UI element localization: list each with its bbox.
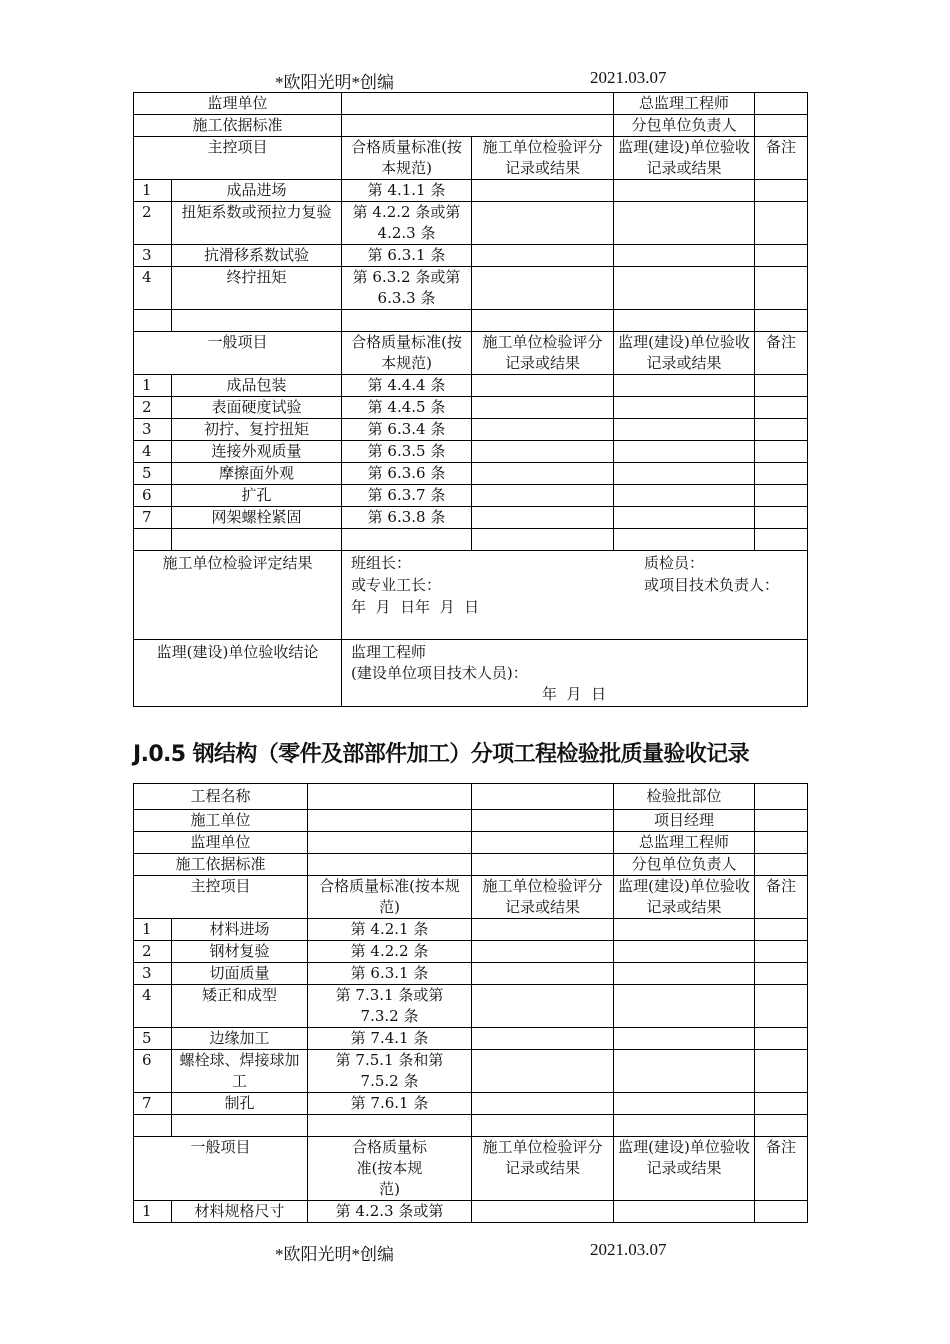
table-row [134,963,808,985]
table-row [134,180,808,202]
table-row [134,375,808,397]
remarks-cell[interactable] [755,919,808,941]
col-supervision-record: 监理(建设)单位验收记录或结果 [614,332,755,375]
item-no: 3 [134,245,172,267]
item-standard: 第 6.3.1 条 [308,963,472,985]
item-no: 7 [134,507,172,529]
table-row [134,507,808,529]
row-basis [134,115,808,137]
construction-cell[interactable] [472,485,614,507]
item-standard: 第 7.4.1 条 [308,1028,472,1050]
item-name: 成品进场 [172,180,342,202]
remarks-cell[interactable] [755,375,808,397]
component-inspection-table [133,783,808,1223]
remarks-cell[interactable] [755,463,808,485]
col-construction-record: 施工单位检验评分记录或结果 [472,876,614,919]
value-sub-leader[interactable] [755,115,808,137]
label-project-manager: 项目经理 [614,810,755,832]
item-no: 6 [134,485,172,507]
item-no: 7 [134,1093,172,1115]
value-construction-unit-extra[interactable] [472,810,614,832]
item-name: 连接外观质量 [172,441,342,463]
item-no: 1 [134,919,172,941]
table-row [134,463,808,485]
item-name: 初拧、复拧扭矩 [172,419,342,441]
col-construction-record: 施工单位检验评分记录或结果 [472,137,614,180]
table-row [134,1201,808,1223]
construction-cell[interactable] [472,963,614,985]
item-no: 2 [134,941,172,963]
supervision-cell[interactable] [614,375,755,397]
value-construction-unit[interactable] [308,810,472,832]
item-name: 表面硬度试验 [172,397,342,419]
table-row [134,941,808,963]
item-name: 钢材复验 [172,941,308,963]
item-name: 摩擦面外观 [172,463,342,485]
remarks-cell[interactable] [755,485,808,507]
construction-cell[interactable] [472,419,614,441]
item-standard: 第 7.5.1 条和第 7.5.2 条 [308,1050,472,1093]
construction-cell[interactable] [472,463,614,485]
supervision-cell[interactable] [614,419,755,441]
remarks-cell[interactable] [755,963,808,985]
value-supervisor-unit[interactable] [308,832,472,854]
construction-cell[interactable] [472,202,614,245]
value-basis[interactable] [308,854,472,876]
general-section-title: 一般项目 [134,332,342,375]
col-remarks: 备注 [755,137,808,180]
col-quality-standard: 合格质量标准(按本规范) [342,332,472,375]
remarks-cell[interactable] [755,985,808,1028]
item-standard: 第 6.3.4 条 [342,419,472,441]
table-row-empty [134,529,808,551]
remarks-cell[interactable] [755,202,808,245]
label-project-name: 工程名称 [134,784,308,810]
supervision-cell[interactable] [614,463,755,485]
value-supervisor-unit[interactable] [342,93,614,115]
item-standard: 第 4.2.2 条 [308,941,472,963]
value-basis[interactable] [342,115,614,137]
supervision-cell[interactable] [614,1201,755,1223]
construction-cell[interactable] [472,267,614,310]
item-standard: 第 4.4.5 条 [342,397,472,419]
supervision-conclusion-label: 监理(建设)单位验收结论 [134,640,342,707]
item-standard: 第 6.3.1 条 [342,245,472,267]
general-section-header [134,1137,808,1201]
table-row [134,919,808,941]
item-no: 1 [134,1201,172,1223]
item-no: 6 [134,1050,172,1093]
footer-author: *欧阳光明*创编 [275,1245,394,1264]
general-section-title: 一般项目 [134,1137,308,1201]
construction-cell[interactable] [472,180,614,202]
table-row [134,267,808,310]
table-row [134,441,808,463]
col-quality-standard: 合格质量标准(按本规范) [308,876,472,919]
label-basis: 施工依据标准 [134,115,342,137]
remarks-cell[interactable] [755,1093,808,1115]
supervision-cell[interactable] [614,919,755,941]
supervision-cell[interactable] [614,397,755,419]
item-name: 终拧扭矩 [172,267,342,310]
remarks-cell[interactable] [755,419,808,441]
item-no: 4 [134,985,172,1028]
table-row [134,419,808,441]
label-sub-leader: 分包单位负责人 [614,854,755,876]
supervision-cell[interactable] [614,245,755,267]
main-section-header [134,137,808,180]
item-standard: 第 4.4.4 条 [342,375,472,397]
label-construction-unit: 施工单位 [134,810,308,832]
item-name: 网架螺栓紧固 [172,507,342,529]
item-no: 2 [134,202,172,245]
remarks-cell[interactable] [755,941,808,963]
item-standard: 第 6.3.7 条 [342,485,472,507]
table-row [134,202,808,245]
header-date: 2021.03.07 [590,68,667,87]
construction-result-signatures[interactable] [342,551,808,640]
item-no: 3 [134,419,172,441]
main-section-title: 主控项目 [134,876,308,919]
col-quality-standard: 合格质量标准(按本规范) [308,1137,472,1201]
supervision-cell[interactable] [614,441,755,463]
item-name: 切面质量 [172,963,308,985]
table-row-empty [134,310,808,332]
col-supervision-record: 监理(建设)单位验收记录或结果 [614,137,755,180]
table-row [134,985,808,1028]
main-section-title: 主控项目 [134,137,342,180]
remarks-cell[interactable] [755,1201,808,1223]
supervision-cell[interactable] [614,963,755,985]
construction-cell[interactable] [472,397,614,419]
construction-cell[interactable] [472,985,614,1028]
row-basis [134,854,808,876]
label-supervisor-unit: 监理单位 [134,93,342,115]
value-batch-location[interactable] [755,784,808,810]
table-row [134,397,808,419]
remarks-cell[interactable] [755,245,808,267]
value-project-name-extra[interactable] [472,784,614,810]
item-standard: 第 4.2.3 条或第 [308,1201,472,1223]
col-remarks: 备注 [755,332,808,375]
remarks-cell[interactable] [755,267,808,310]
item-no: 1 [134,180,172,202]
item-no: 5 [134,463,172,485]
table-row [134,245,808,267]
item-standard: 第 6.3.8 条 [342,507,472,529]
supervision-cell[interactable] [614,941,755,963]
construction-result-row [134,551,808,640]
item-name: 螺栓球、焊接球加工 [172,1050,308,1093]
item-standard: 第 7.6.1 条 [308,1093,472,1115]
item-standard: 第 4.2.2 条或第 4.2.3 条 [342,202,472,245]
item-no: 5 [134,1028,172,1050]
item-name: 边缘加工 [172,1028,308,1050]
construction-date-line: 年 月 日年 月 日 [351,598,480,616]
item-standard: 第 7.3.1 条或第 7.3.2 条 [308,985,472,1028]
supervision-cell[interactable] [614,985,755,1028]
remarks-cell[interactable] [755,1050,808,1093]
construction-cell[interactable] [472,507,614,529]
table-row-empty [134,1115,808,1137]
item-no: 2 [134,397,172,419]
construction-cell[interactable] [472,941,614,963]
construction-cell[interactable] [472,1050,614,1093]
remarks-cell[interactable] [755,180,808,202]
team-leader-label: 班组长： [351,554,412,572]
supervision-date-line: 年 月 日 [542,685,607,703]
label-sub-leader: 分包单位负责人 [614,115,755,137]
construction-cell[interactable] [472,1093,614,1115]
value-sub-leader[interactable] [755,854,808,876]
inspector-label: 质检员： [644,554,705,572]
construction-cell[interactable] [472,441,614,463]
value-project-name[interactable] [308,784,472,810]
supervision-cell[interactable] [614,1028,755,1050]
col-construction-record: 施工单位检验评分记录或结果 [472,1137,614,1201]
item-standard: 第 4.2.1 条 [308,919,472,941]
item-no: 4 [134,267,172,310]
col-supervision-record: 监理(建设)单位验收记录或结果 [614,1137,755,1201]
item-standard: 第 6.3.2 条或第 6.3.3 条 [342,267,472,310]
section-title: J.0.5 钢结构（零件及部部件加工）分项工程检验批质量验收记录 [133,742,749,767]
construction-cell[interactable] [472,919,614,941]
row-project-name [134,784,808,810]
supervision-conclusion-row [134,640,808,707]
item-name: 成品包装 [172,375,342,397]
col-remarks: 备注 [755,1137,808,1201]
value-chief-engineer[interactable] [755,832,808,854]
foreman-label: 或专业工长： [351,576,442,594]
col-remarks: 备注 [755,876,808,919]
value-basis-extra[interactable] [472,854,614,876]
value-supervisor-unit-extra[interactable] [472,832,614,854]
value-chief-engineer[interactable] [755,93,808,115]
item-name: 矮正和成型 [172,985,308,1028]
item-no: 4 [134,441,172,463]
item-name: 抗滑移系数试验 [172,245,342,267]
item-name: 制孔 [172,1093,308,1115]
supervision-cell[interactable] [614,180,755,202]
supervision-cell[interactable] [614,485,755,507]
label-batch-location: 检验批部位 [614,784,755,810]
remarks-cell[interactable] [755,1028,808,1050]
supervision-cell[interactable] [614,507,755,529]
main-section-header [134,876,808,919]
label-chief-engineer: 总监理工程师 [614,93,755,115]
col-supervision-record: 监理(建设)单位验收记录或结果 [614,876,755,919]
construction-result-label: 施工单位检验评定结果 [134,551,342,640]
item-name: 材料规格尺寸 [172,1201,308,1223]
construction-cell[interactable] [472,375,614,397]
item-standard: 第 6.3.6 条 [342,463,472,485]
supervision-conclusion-signatures[interactable] [342,640,808,707]
label-basis: 施工依据标准 [134,854,308,876]
table-row [134,485,808,507]
supervision-cell[interactable] [614,202,755,245]
table-row [134,1093,808,1115]
col-quality-standard: 合格质量标准(按本规范) [342,137,472,180]
table-row [134,1050,808,1093]
header-author: *欧阳光明*创编 [275,73,394,92]
construction-cell[interactable] [472,245,614,267]
remarks-cell[interactable] [755,397,808,419]
remarks-cell[interactable] [755,507,808,529]
row-supervisor-unit [134,832,808,854]
footer-date: 2021.03.07 [590,1240,667,1259]
remarks-cell[interactable] [755,441,808,463]
label-chief-engineer: 总监理工程师 [614,832,755,854]
general-section-header [134,332,808,375]
label-supervisor-unit: 监理单位 [134,832,308,854]
item-no: 1 [134,375,172,397]
supervision-cell[interactable] [614,1050,755,1093]
value-project-manager[interactable] [755,810,808,832]
table-row [134,1028,808,1050]
item-name: 扩孔 [172,485,342,507]
item-no: 3 [134,963,172,985]
row-supervisor-unit [134,93,808,115]
supervision-cell[interactable] [614,1093,755,1115]
item-name: 材料进场 [172,919,308,941]
supervising-engineer-label: 监理工程师 [351,643,427,661]
item-name: 扭矩系数或预拉力复验 [172,202,342,245]
construction-cell[interactable] [472,1201,614,1223]
row-construction-unit [134,810,808,832]
col-construction-record: 施工单位检验评分记录或结果 [472,332,614,375]
item-standard: 第 4.1.1 条 [342,180,472,202]
item-standard: 第 6.3.5 条 [342,441,472,463]
construction-cell[interactable] [472,1028,614,1050]
supervision-cell[interactable] [614,267,755,310]
owner-technical-label: (建设单位项目技术人员)： [351,664,528,682]
technical-lead-label: 或项目技术负责人： [644,576,780,594]
bolt-inspection-table [133,92,808,707]
